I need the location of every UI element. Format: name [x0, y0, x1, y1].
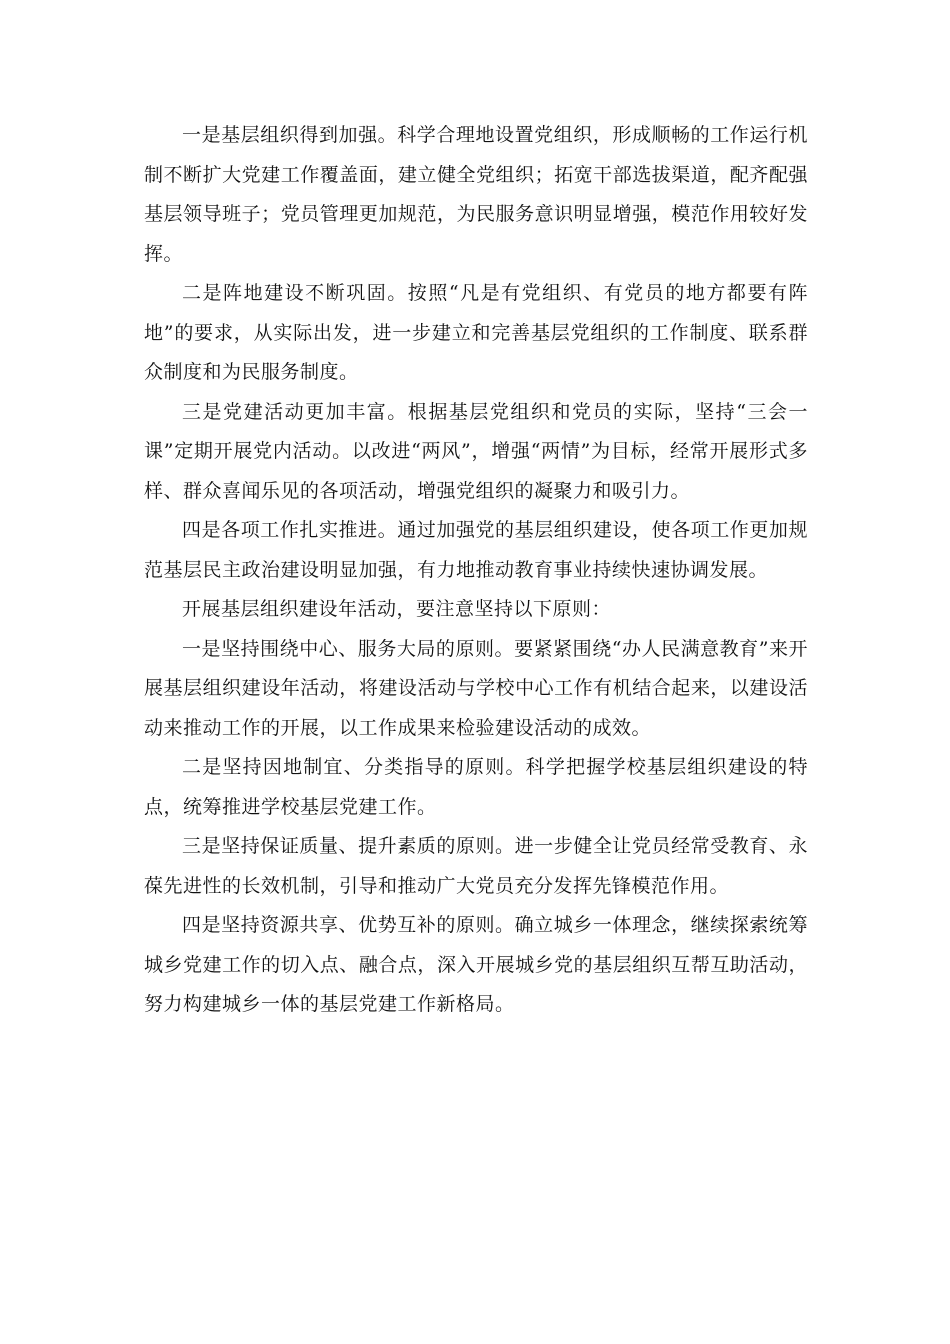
paragraph-2: 二是阵地建设不断巩固。按照“凡是有党组织、有党员的地方都要有阵地”的要求，从实际出发，进一步建立和完善基层党组织的工作制度、联系群众制度和为民服务制度。: [144, 282, 808, 383]
paragraph-7: 二是坚持因地制宜、分类指导的原则。科学把握学校基层组织建设的特点，统筹推进学校基层党建工作。: [144, 756, 808, 818]
paragraph-4: 四是各项工作扎实推进。通过加强党的基层组织建设，使各项工作更加规范基层民主政治建设明显加强，有力地推动教育事业持续快速协调发展。: [144, 519, 808, 581]
document-body: [144, 116, 808, 1025]
paragraph-1: 一是基层组织得到加强。科学合理地设置党组织，形成顺畅的工作运行机制不断扩大党建工作覆盖面，建立健全党组织；拓宽干部选拔渠道，配齐配强基层领导班子；党员管理更加规范，为民服务意识明显增强，模范作用较好发挥。: [144, 124, 808, 265]
paragraph-3: 三是党建活动更加丰富。根据基层党组织和党员的实际，坚持“三会一课”定期开展党内活动。以改进“两风”，增强“两情”为目标，经常开展形式多样、群众喜闻乐见的各项活动，增强党组织的凝聚力和吸引力。: [144, 400, 808, 502]
paragraph-9: 四是坚持资源共享、优势互补的原则。确立城乡一体理念，继续探索统筹城乡党建工作的切入点、融合点，深入开展城乡党的基层组织互帮互助活动，努力构建城乡一体的基层党建工作新格局。: [144, 914, 808, 1015]
paragraph-6: 一是坚持围绕中心、服务大局的原则。要紧紧围绕“办人民满意教育”来开展基层组织建设年活动，将建设活动与学校中心工作有机结合起来，以建设活动来推动工作的开展，以工作成果来检验建设活动的成效。: [144, 637, 808, 739]
paragraph-5: 开展基层组织建设年活动，要注意坚持以下原则：: [182, 598, 612, 620]
paragraph-8: 三是坚持保证质量、提升素质的原则。进一步健全让党员经常受教育、永葆先进性的长效机制，引导和推动广大党员充分发挥先锋模范作用。: [144, 835, 808, 897]
